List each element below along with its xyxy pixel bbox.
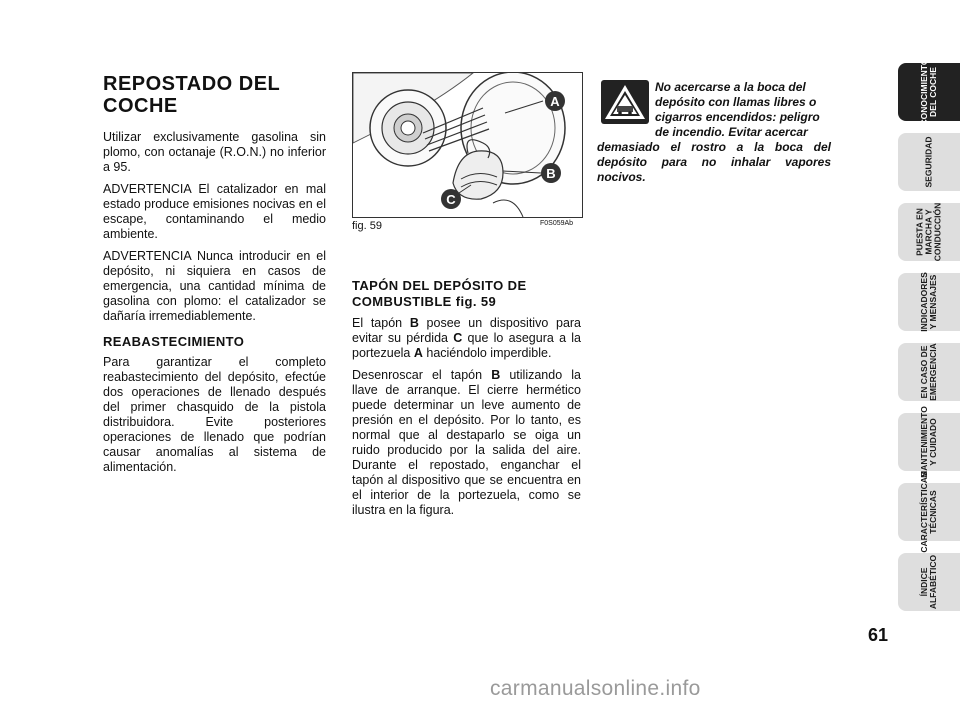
- page-title: REPOSTADO DEL COCHE: [103, 73, 281, 117]
- figure-caption: fig. 59: [352, 220, 382, 232]
- middle-column: [352, 278, 581, 525]
- figure-code: F0S059Ab: [540, 220, 574, 227]
- paragraph-octane: Utilizar exclusivamente gasolina sin plomo, con octanaje (R.O.N.) no inferior a 95.: [103, 130, 326, 174]
- figure-fuel-cap: [352, 72, 583, 218]
- tab-caracteristicas[interactable]: CARACTERÍSTICAS TÉCNICAS: [898, 483, 960, 541]
- section-heading-fuel-cap: TAPÓN DEL DEPÓSITO DE COMBUSTIBLE fig. 59: [352, 278, 527, 309]
- paragraph-catalyst-warning: ADVERTENCIA El catalizador en mal estado produce emisiones nocivas en el escape, contaminando el medio ambiente.: [103, 182, 326, 241]
- paragraph-cap-device: El tapón B posee un dispositivo para evitar su pérdida C que lo asegura a la portezuela A haciéndolo imperdible.: [352, 316, 582, 360]
- tab-mantenimiento[interactable]: MANTENIMIENTO Y CUIDADO: [898, 413, 960, 471]
- tab-emergencia[interactable]: EN CASO DE EMERGENCIA: [898, 343, 960, 401]
- fuel-cap-illustration: [353, 73, 582, 217]
- callout-b-label: B: [546, 166, 556, 181]
- tab-seguridad[interactable]: SEGURIDAD: [898, 133, 960, 191]
- tab-conocimiento-del-coche[interactable]: CONOCIMIENTO DEL COCHE: [898, 63, 960, 121]
- callout-c-label: C: [446, 192, 456, 207]
- paragraph-unscrew-cap: Desenroscar el tapón B utilizando la llave de arranque. El cierre hermético puede determinar un leve aumento de presión en el depósito. Por lo tanto, es normal que al destaparlo se oiga un ruido producido por la salida del aire. Durante el repostado, enganchar el tapón al dispositivo que se encuentra en el interior de la portezuela, como se ilustra en la figura.: [352, 368, 581, 517]
- tab-indice[interactable]: ÍNDICE ALFABÉTICO: [898, 553, 960, 611]
- watermark: carmanualsonline.info: [490, 677, 701, 700]
- left-column: [103, 73, 326, 482]
- paragraph-leaded-warning: ADVERTENCIA Nunca introducir en el depósito, ni siquiera en casos de emergencia, una cantidad mínima de gasolina con plomo: el catalizador se dañaría irremediablemente.: [103, 249, 326, 323]
- page-number: 61: [867, 625, 888, 645]
- tab-puesta-en-marcha[interactable]: PUESTA EN MARCHA Y CONDUCCIÓN: [898, 203, 960, 261]
- paragraph-refuel: Para garantizar el completo reabastecimiento del depósito, efectúe dos operaciones de llenado después del primer chasquido de la pistola distribuidora. Evite posteriores operaciones de llenado que podrían causar anomalías al sistema de alimentación.: [103, 355, 326, 474]
- tab-indicadores[interactable]: INDICADORES Y MENSAJES: [898, 273, 960, 331]
- warning-text: No acercarse a la boca del depósito con llamas libres o cigarros encendidos: peligro de incendio. Evitar acercar demasiado el rostro a la boca del depósito para no inhalar vapores nocivos.: [597, 80, 831, 184]
- section-heading-refuel: REABASTECIMIENTO: [103, 334, 245, 349]
- callout-a-label: A: [550, 94, 560, 109]
